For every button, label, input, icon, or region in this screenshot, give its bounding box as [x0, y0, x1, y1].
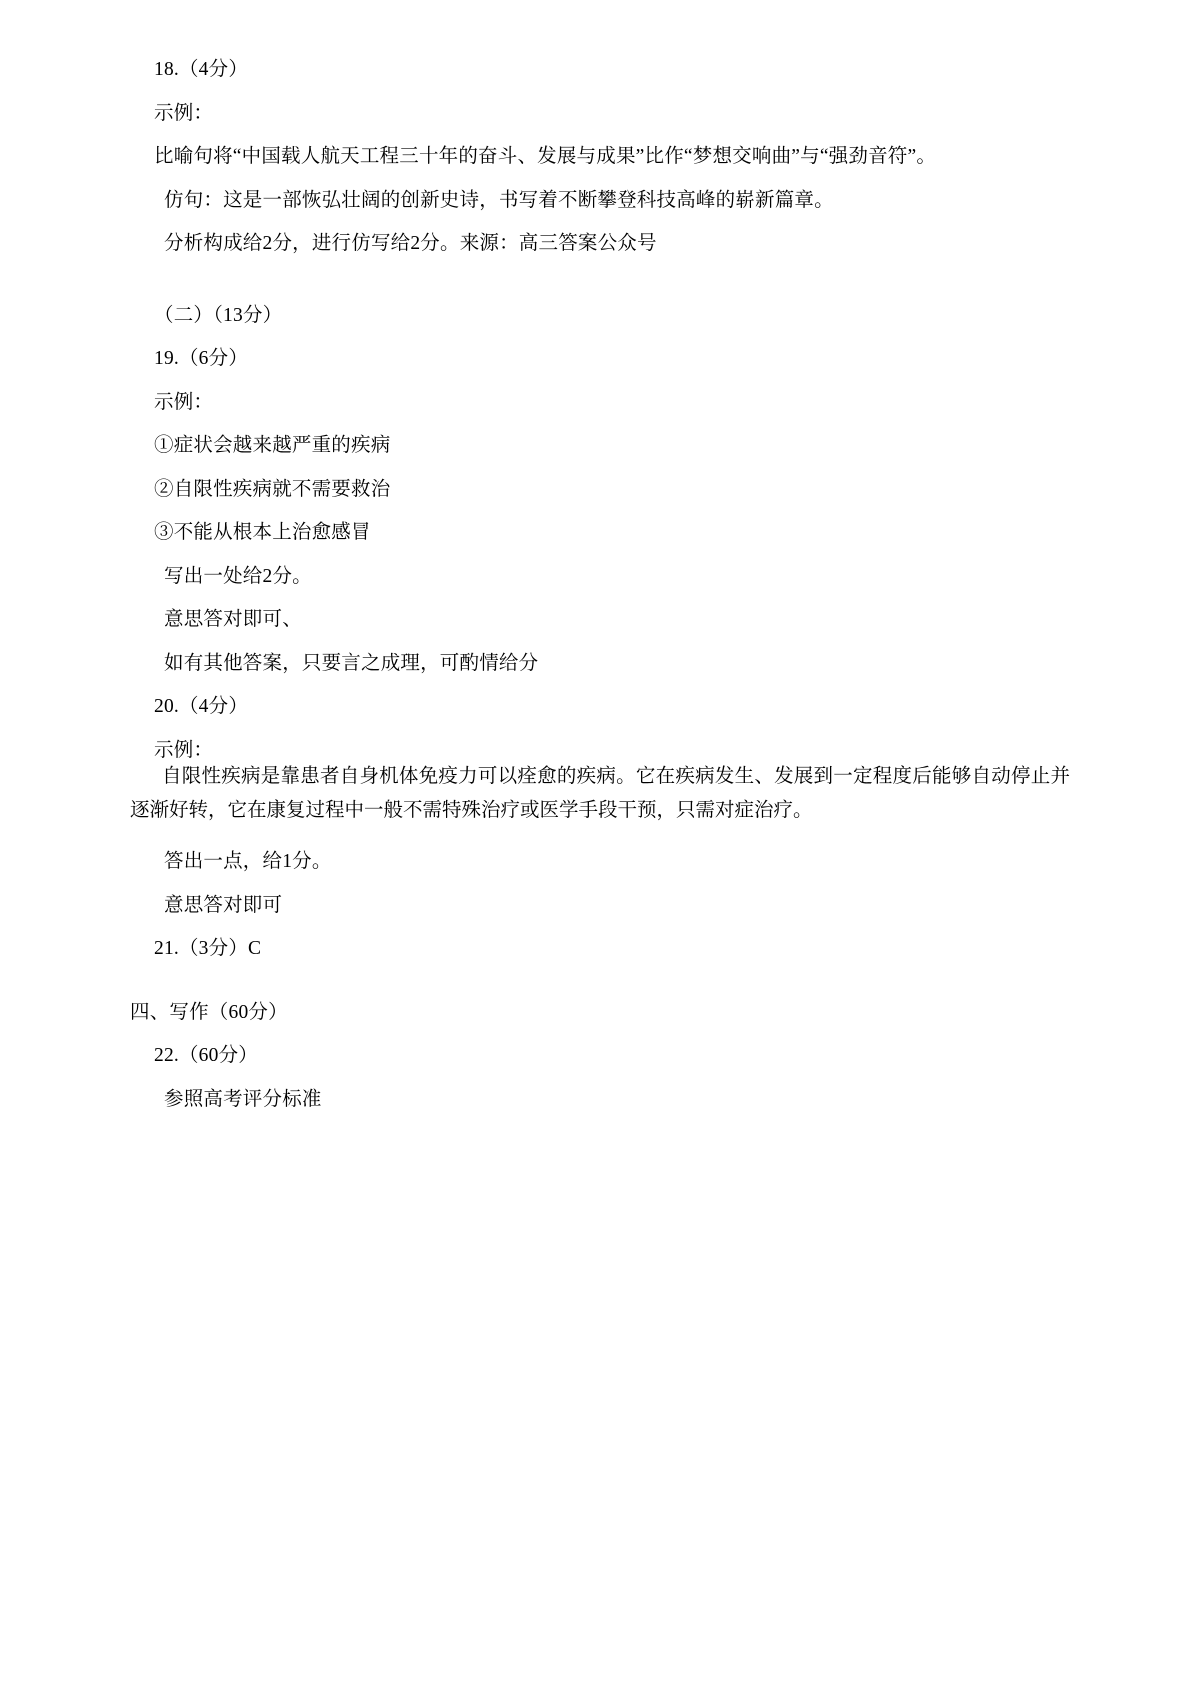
question-19-scoring-note-1: 写出一处给2分。	[164, 565, 312, 587]
question-19-heading: 19.（6分）	[154, 348, 249, 369]
question-20-scoring-note-1: 答出一点，给1分。	[164, 851, 332, 873]
question-19-item-1: ①症状会越来越严重的疾病	[154, 435, 391, 456]
question-20-heading: 20.（4分）	[154, 696, 249, 717]
question-18-answer-line-2: 仿句：这是一部恢弘壮阔的创新史诗，书写着不断攀登科技高峰的崭新篇章。	[164, 189, 834, 211]
question-18-answer-line-1: 比喻句将“中国载人航天工程三十年的奋斗、发展与成果”比作“梦想交响曲”与“强劲音符”。	[154, 146, 937, 167]
question-18-heading: 18.（4分）	[154, 59, 249, 80]
question-19-scoring-note-2: 意思答对即可、	[164, 609, 302, 630]
question-19-item-3: ③不能从根本上治愈感冒	[154, 522, 371, 543]
question-22-scoring-note: 参照高考评分标准	[164, 1088, 322, 1110]
question-20-scoring-note-2: 意思答对即可	[164, 894, 283, 916]
question-22-heading: 22.（60分）	[154, 1045, 258, 1067]
section-two-heading: （二）（13分）	[154, 304, 283, 326]
section-four-heading: 四、写作（60分）	[130, 1001, 288, 1023]
document-body	[130, 60, 1070, 1109]
question-19-scoring-note-3: 如有其他答案，只要言之成理，可酌情给分	[164, 652, 539, 674]
question-20-example-label: 示例：	[154, 739, 214, 761]
question-18-example-label: 示例：	[154, 102, 214, 124]
question-19-example-label: 示例：	[154, 391, 214, 413]
question-21-answer: 21.（3分）C	[154, 938, 262, 960]
question-18-scoring-note: 分析构成给2分，进行仿写给2分。来源：高三答案公众号	[164, 233, 657, 254]
question-19-item-2: ②自限性疾病就不需要救治	[154, 478, 391, 500]
question-20-answer-paragraph: 自限性疾病是靠患者自身机体免疫力可以痊愈的疾病。它在疾病发生、发展到一定程度后能够自动停止并逐渐好转，它在康复过程中一般不需特殊治疗或医学手段干预，只需对症治疗。	[130, 766, 1070, 822]
